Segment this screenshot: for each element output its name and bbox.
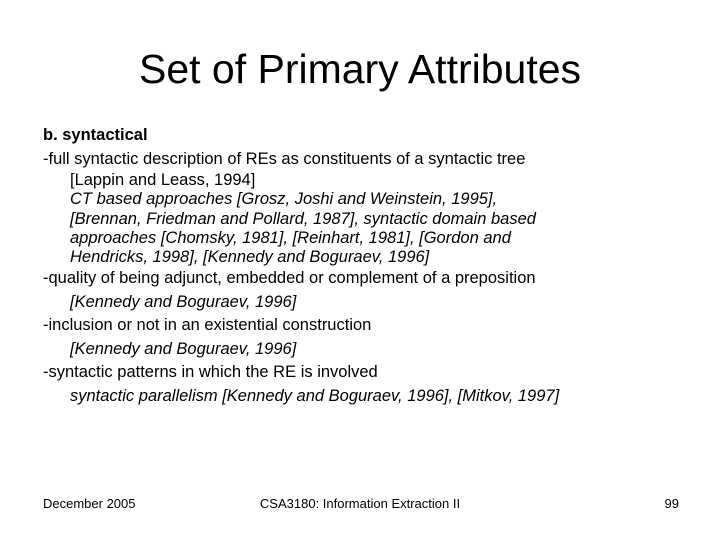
reference-line: [Kennedy and Boguraev, 1996] [70, 292, 297, 311]
attribute-text: -syntactic patterns in which the RE is involved [43, 363, 378, 382]
footer-page-number: 99 [664, 496, 679, 511]
reference-line: [Lappin and Leass, 1994] [70, 171, 256, 189]
footer-date: December 2005 [43, 496, 136, 511]
reference-line: Hendricks, 1998], [Kennedy and Boguraev, 1996] [70, 248, 430, 267]
reference-line: [Kennedy and Boguraev, 1996] [70, 339, 297, 358]
attribute-item [43, 148, 693, 268]
slide-content [43, 124, 693, 408]
attribute-item [43, 361, 693, 408]
slide-title: Set of Primary Attributes [138, 46, 582, 92]
reference-line: [Brennan, Friedman and Pollard, 1987], syntactic domain based [70, 209, 536, 228]
attribute-text: -inclusion or not in an existential construction [43, 316, 372, 335]
attribute-text: -quality of being adjunct, embedded or complement of a preposition [43, 269, 536, 288]
reference-line: approaches [Chomsky, 1981], [Reinhart, 1981], [Gordon and [70, 228, 511, 247]
footer-course: CSA3180: Information Extraction II [259, 496, 461, 511]
attribute-text: -full syntactic description of REs as constituents of a syntactic tree [43, 149, 526, 168]
reference-line: syntactic parallelism [Kennedy and Boguraev, 1996], [Mitkov, 1997] [70, 386, 560, 405]
reference-line: CT based approaches [Grosz, Joshi and Weinstein, 1995], [70, 190, 498, 209]
attribute-item [43, 314, 693, 361]
attribute-item [43, 267, 693, 314]
section-heading: b. syntactical [43, 126, 148, 144]
